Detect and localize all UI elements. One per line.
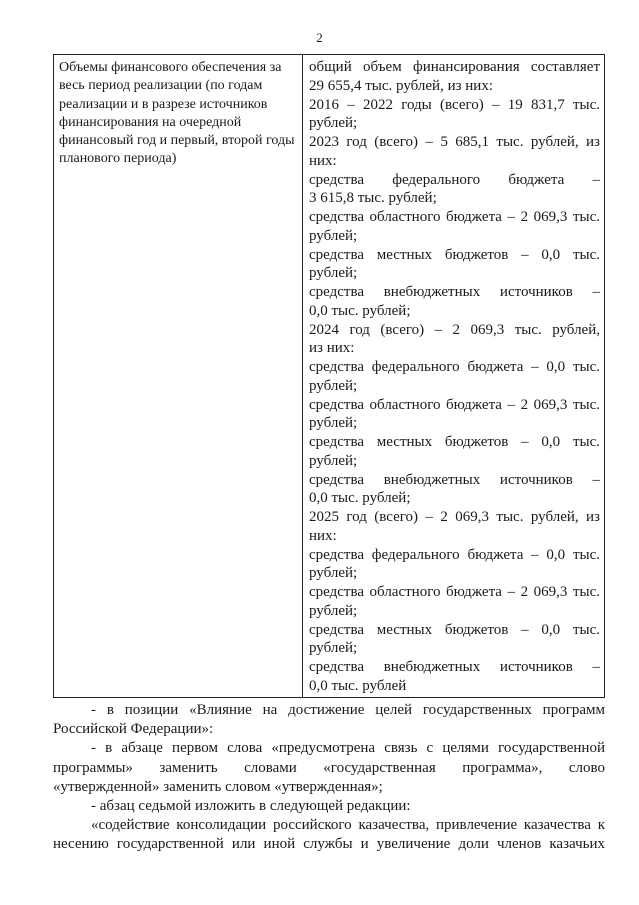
financing-line: средства федерального бюджета – 0,0 тыс. xyxy=(309,546,600,563)
financing-line: средства областного бюджета – 2 069,3 тыс. xyxy=(309,396,600,413)
financing-line: 2016 – 2022 годы (всего) – 19 831,7 тыс. xyxy=(309,96,600,113)
financing-line: 2025 год (всего) – 2 069,3 тыс. рублей, из xyxy=(309,509,600,525)
financing-line: средства местных бюджетов – 0,0 тыс. xyxy=(309,246,600,263)
financing-line: средства внебюджетных источников – xyxy=(309,659,600,675)
financing-line: общий объем финансирования составляет xyxy=(309,59,600,75)
financing-line: рублей; xyxy=(309,415,358,432)
value-cell xyxy=(303,55,605,698)
financing-line: рублей; xyxy=(309,377,358,394)
financing-line: средства внебюджетных источников – xyxy=(309,284,600,300)
financing-line: рублей; xyxy=(309,565,358,582)
program-passport-table xyxy=(53,54,605,698)
financing-line: рублей; xyxy=(309,115,358,132)
financing-line: 0,0 тыс. рублей; xyxy=(309,490,411,507)
table-row xyxy=(54,55,605,698)
body-line: - в позиции «Влияние на достижение целей государственных программ xyxy=(91,702,605,718)
body-line: «утвержденной» заменить словом «утвержденная»; xyxy=(53,778,383,795)
body-line: программы» заменить словами «государственная программа», слово xyxy=(53,759,605,776)
financing-line: 3 615,8 тыс. рублей; xyxy=(309,190,437,207)
financing-line: рублей; xyxy=(309,452,358,469)
body-line: «содействие консолидации российского казачества, привлечение казачества к xyxy=(91,817,605,834)
financing-line: рублей; xyxy=(309,640,358,657)
financing-line: средства местных бюджетов – 0,0 тыс. xyxy=(309,621,600,638)
financing-line: 0,0 тыс. рублей; xyxy=(309,302,411,319)
financing-line: рублей; xyxy=(309,265,358,282)
financing-line: средства федерального бюджета – xyxy=(309,171,600,188)
financing-line: рублей; xyxy=(309,602,358,619)
financing-line: 0,0 тыс. рублей xyxy=(309,677,407,694)
financing-line: средства областного бюджета – 2 069,3 тыс. xyxy=(309,584,600,600)
body-line: несению государственной или иной службы и увеличение доли членов казачьих xyxy=(53,836,605,853)
financing-line: них: xyxy=(309,527,337,544)
body-line: Российской Федерации»: xyxy=(53,721,214,738)
financing-label: Объемы финансового обеспечения за весь период реализации (по годам реализации и в разрезе источников финансирования на очередной финансовый год и первый, второй годы планового периода) xyxy=(59,60,295,167)
financing-line: них: xyxy=(309,152,337,169)
financing-line: из них: xyxy=(309,340,355,357)
page-number: 2 xyxy=(316,30,323,45)
financing-line: средства областного бюджета – 2 069,3 тыс. xyxy=(309,209,600,225)
body-line: - в абзаце первом слова «предусмотрена связь с целями государственной xyxy=(91,740,605,757)
financing-line: 2024 год (всего) – 2 069,3 тыс. рублей, xyxy=(309,321,600,338)
financing-details xyxy=(303,58,604,696)
body-line: - абзац седьмой изложить в следующей редакции: xyxy=(91,798,411,815)
financing-line: средства федерального бюджета – 0,0 тыс. xyxy=(309,359,600,375)
financing-line: 2023 год (всего) – 5 685,1 тыс. рублей, из xyxy=(309,134,600,150)
amendment-text xyxy=(53,701,605,855)
financing-line: рублей; xyxy=(309,227,358,244)
label-cell xyxy=(54,55,303,698)
financing-line: средства внебюджетных источников – xyxy=(309,471,600,488)
financing-line: средства местных бюджетов – 0,0 тыс. xyxy=(309,434,600,450)
financing-line: 29 655,4 тыс. рублей, из них: xyxy=(309,77,493,94)
